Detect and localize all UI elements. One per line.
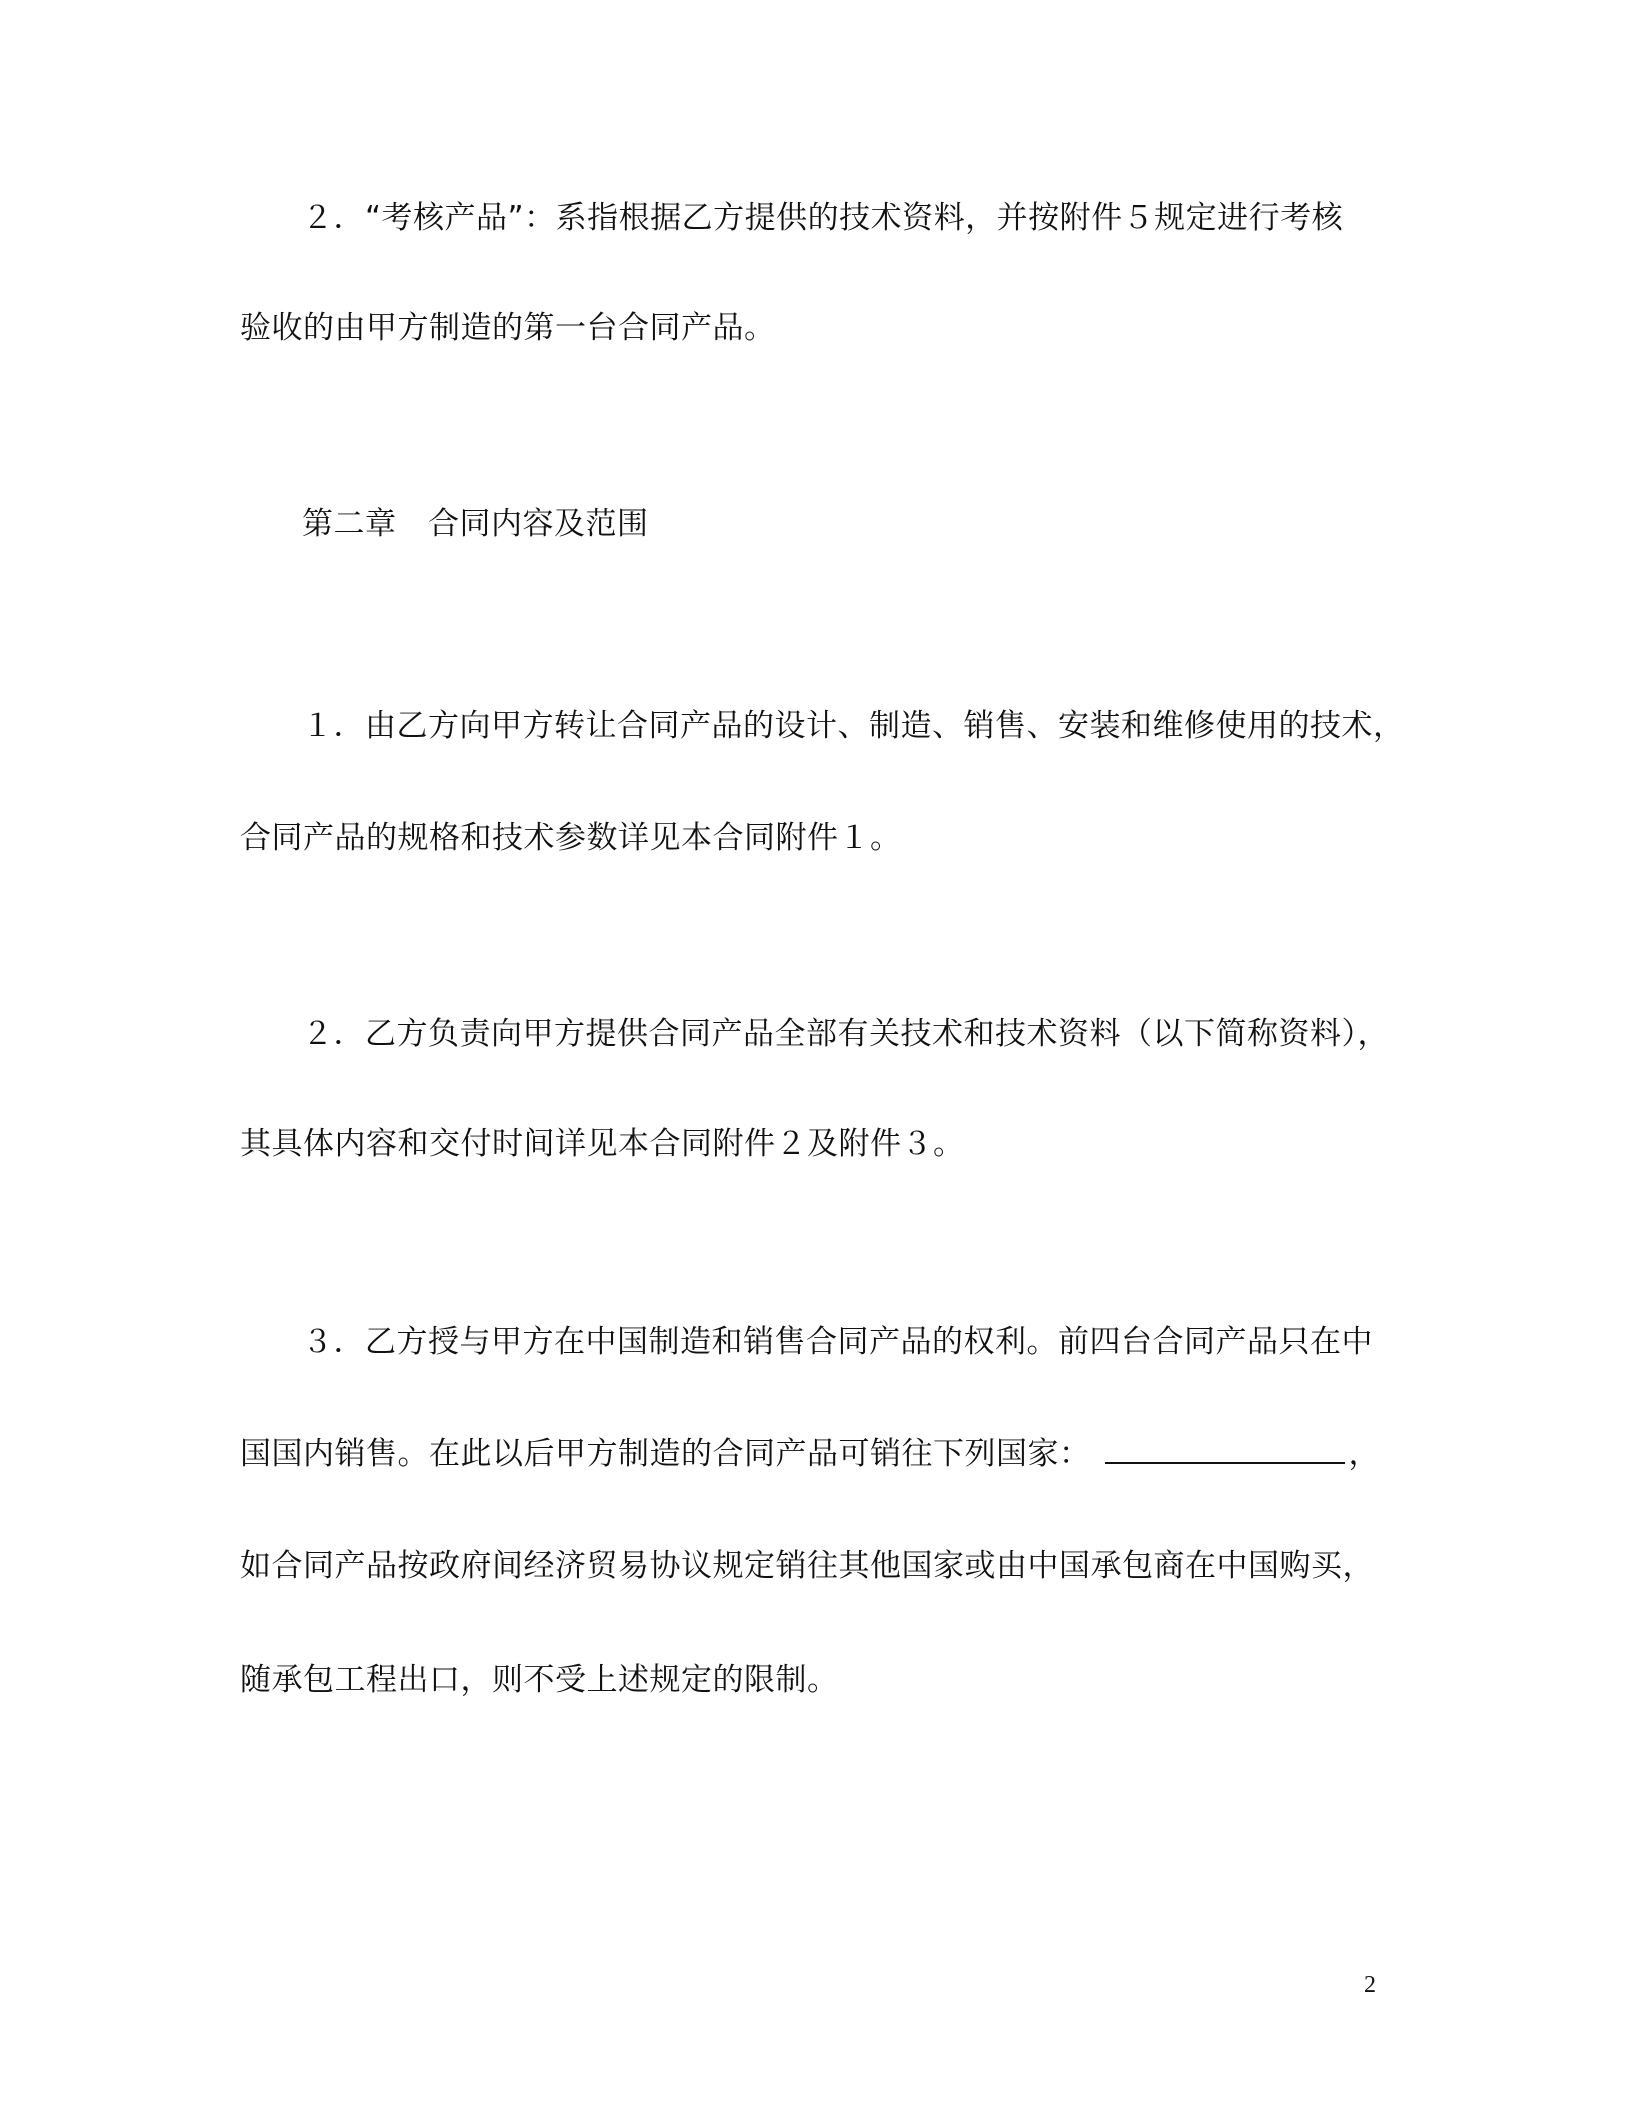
clause-3-line-2 bbox=[240, 1432, 1380, 1474]
chapter-heading: 第二章 合同内容及范围 bbox=[302, 506, 649, 542]
clause-3-line-2-text: 国国内销售。在此以后甲方制造的合同产品可销往下列国家： bbox=[240, 1436, 1091, 1472]
clause-2-line-1: ２．乙方负责向甲方提供合同产品全部有关技术和技术资料（以下简称资料）， bbox=[302, 1016, 1389, 1052]
clause-3-line-2-comma: ， bbox=[1348, 1436, 1380, 1472]
definition-2-line-2: 验收的由甲方制造的第一台合同产品。 bbox=[240, 310, 776, 346]
page-number: 2 bbox=[1364, 1972, 1376, 1998]
clause-3-line-4: 随承包工程出口，则不受上述规定的限制。 bbox=[240, 1662, 839, 1698]
clause-1-line-1: １．由乙方向甲方转让合同产品的设计、制造、销售、安装和维修使用的技术， bbox=[302, 708, 1405, 744]
clause-3-line-3: 如合同产品按政府间经济贸易协议规定销往其他国家或由中国承包商在中国购买， bbox=[240, 1548, 1374, 1584]
clause-2-line-2: 其具体内容和交付时间详见本合同附件２及附件３。 bbox=[240, 1126, 965, 1162]
clause-3-line-1: ３．乙方授与甲方在中国制造和销售合同产品的权利。前四台合同产品只在中 bbox=[302, 1324, 1373, 1360]
countries-blank-underline bbox=[1105, 1432, 1345, 1464]
clause-1-line-2: 合同产品的规格和技术参数详见本合同附件１。 bbox=[240, 820, 902, 856]
definition-2-line-1: ２．“考核产品”：系指根据乙方提供的技术资料，并按附件５规定进行考核 bbox=[302, 200, 1344, 236]
